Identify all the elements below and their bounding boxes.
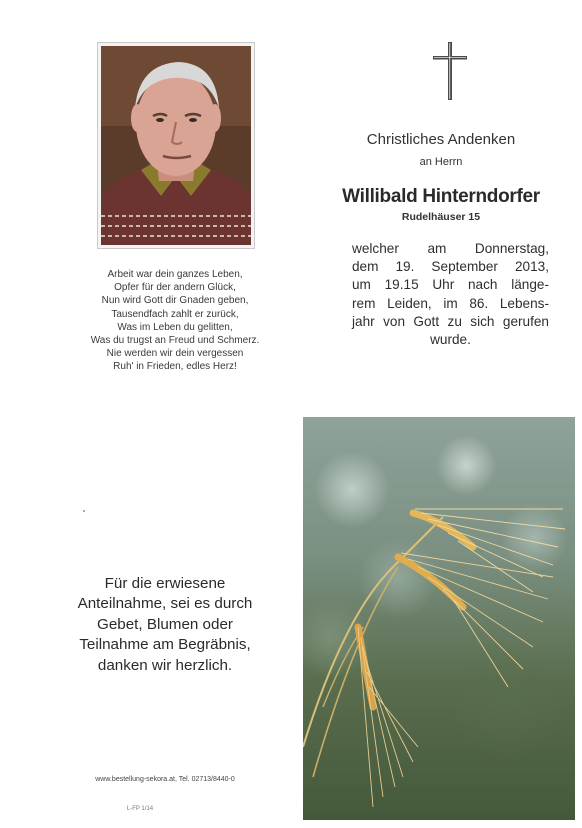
print-code: L-FP 1/14: [126, 806, 154, 812]
obituary-line: wurde.: [430, 332, 471, 348]
obituary-line: welcher am Donnerstag,: [352, 241, 549, 256]
thanks-line: Anteilnahme, sei es durch: [77, 595, 253, 613]
thanks-line: Gebet, Blumen oder: [97, 615, 233, 633]
portrait-illustration: [101, 46, 251, 245]
deceased-name: Willibald Hinterndorfer: [342, 186, 540, 207]
obituary-text: [352, 240, 549, 349]
deceased-address: Rudelhäuser 15: [401, 211, 481, 223]
thanks-card: [0, 415, 300, 828]
obituary-line: dem 19. September 2013,: [352, 259, 549, 275]
poem-line: Nie werden wir dein vergessen: [106, 348, 244, 360]
poem-line: Arbeit war dein ganzes Leben,: [107, 269, 243, 280]
poem-line: Was im Leben du gelitten,: [117, 321, 233, 333]
obituary-line: jahr von Gott zu sich gerufen: [352, 313, 549, 329]
thanks-line: Für die erwiesene: [104, 575, 226, 592]
obituary-line: um 19.15 Uhr nach länge-: [352, 277, 549, 293]
obituary-line: rem Leiden, im 86. Lebens-: [352, 295, 549, 311]
thanks-line: Teilnahme am Begräbnis,: [79, 636, 251, 654]
portrait-frame: [97, 42, 255, 249]
thanks-text: [40, 574, 290, 676]
portrait-card: [0, 0, 300, 415]
poem: [60, 268, 290, 374]
thanks-line: danken wir herzlich.: [97, 656, 233, 674]
poem-line: Nun wird Gott dir Gnaden geben,: [101, 295, 249, 307]
poem-line: Opfer für der andern Glück,: [114, 282, 236, 294]
poem-line: Was du trugst an Freud und Schmerz.: [90, 335, 260, 347]
poem-line: Ruh' in Frieden, edles Herz!: [113, 361, 237, 373]
portrait-photo: [101, 46, 251, 245]
wheat-illustration: [303, 417, 575, 820]
salutation: an Herrn: [419, 156, 463, 168]
memorial-card: [300, 0, 582, 415]
paper-speck: [83, 510, 85, 512]
memorial-heading: Christliches Andenken: [366, 131, 516, 148]
printer-footer: www.bestellung-sekora.at, Tel. 02713/8440-0: [95, 776, 235, 783]
poem-line: Tausendfach zahlt er zurück,: [111, 308, 239, 320]
wheat-photo: [303, 417, 575, 820]
cross-icon: [433, 42, 467, 100]
